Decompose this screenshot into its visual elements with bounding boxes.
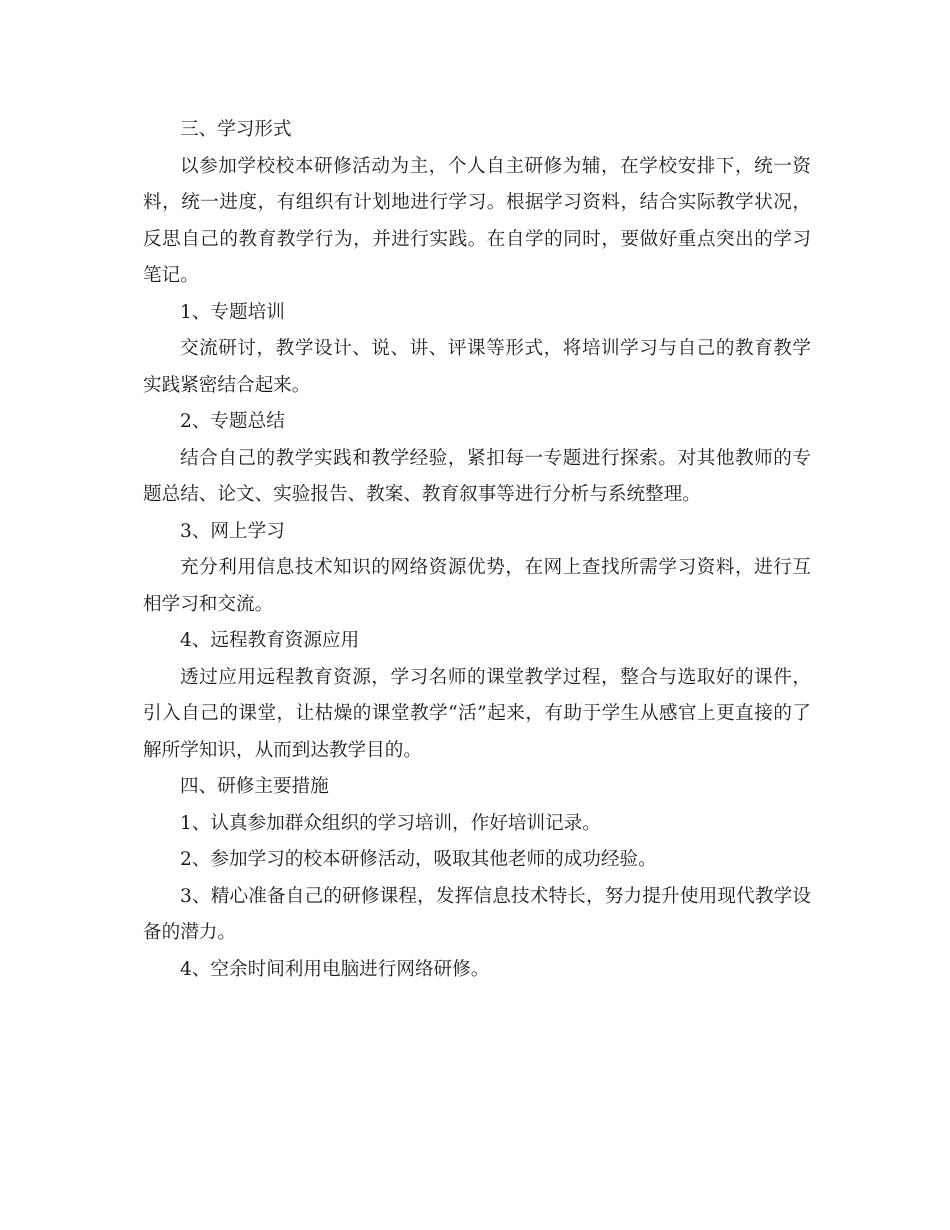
measure-item-1: 1、认真参加群众组织的学习培训，作好培训记录。 [180, 812, 601, 834]
paragraph-online-learning: 充分利用信息技术知识的网络资源优势，在网上查找所需学习资料，进行互相学习和交流。 [143, 557, 811, 615]
document-body [143, 112, 811, 988]
subheading-online-learning: 3、网上学习 [180, 520, 285, 542]
measure-item-3: 3、精心准备自己的研修课程，发挥信息技术特长，努力提升使用现代教学设备的潜力。 [143, 885, 811, 943]
paragraph-remote-education: 透过应用远程教育资源，学习名师的课堂教学过程，整合与选取好的课件，引入自己的课堂，让枯燥的课堂教学“活”起来，有助于学生从感官上更直接的了解所学知识，从而到达教学目的。 [143, 666, 811, 761]
subheading-topic-training: 1、专题培训 [180, 301, 285, 323]
section-heading-main-measures: 四、研修主要措施 [180, 776, 329, 797]
paragraph-learning-form: 以参加学校校本研修活动为主，个人自主研修为辅，在学校安排下，统一资料，统一进度，有组织有计划地进行学习。根据学习资料，结合实际教学状况，反思自己的教育教学行为，并进行实践。在自学的同时，要做好重点突出的学习笔记。 [143, 155, 811, 286]
section-heading-learning-form: 三、学习形式 [180, 119, 292, 140]
subheading-remote-education: 4、远程教育资源应用 [180, 630, 360, 651]
paragraph-topic-training: 交流研讨，教学设计、说、讲、评课等形式，将培训学习与自己的教育教学实践紧密结合起来。 [143, 338, 811, 396]
subheading-topic-summary: 2、专题总结 [180, 411, 285, 432]
measure-item-4: 4、空余时间利用电脑进行网络研修。 [180, 958, 490, 980]
measure-item-2: 2、参加学习的校本研修活动，吸取其他老师的成功经验。 [180, 849, 657, 870]
paragraph-topic-summary: 结合自己的教学实践和教学经验，紧扣每一专题进行探索。对其他教师的专题总结、论文、实验报告、教案、教育叙事等进行分析与系统整理。 [143, 447, 811, 505]
